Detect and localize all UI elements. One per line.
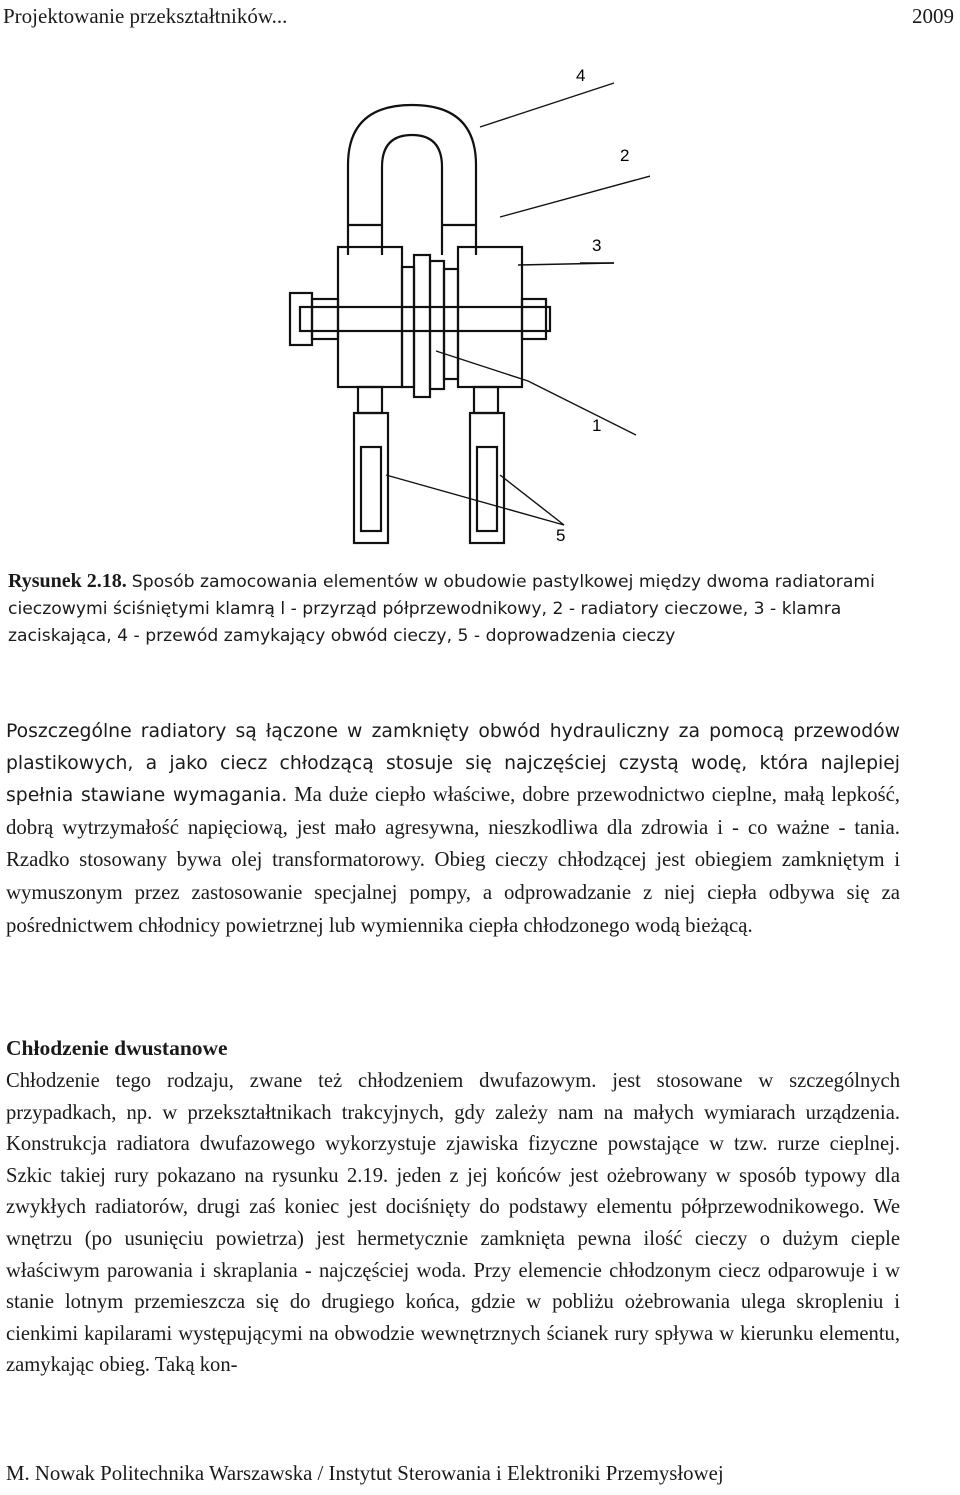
figure-caption (8, 568, 888, 649)
paragraph-part-sans: Poszczególne radiatory są łączone w zamknięty obwód hydrauliczny za pomocą przewodów plastikowych, a jako ciecz chłodzącą stosuje się najczęściej czystą wodę, która najlepiej spełnia stawiane wymagania. (6, 721, 900, 807)
label-3: 3 (592, 236, 602, 255)
left-inlet (358, 387, 382, 413)
label-4: 4 (576, 66, 586, 85)
caption-text: Sposób zamocowania elementów w obudowie pastylkowej między dwoma radiatorami cieczowymi ściśniętymi klamrą l - przyrząd półprzewodnikowy, 2 - radiatory cieczowe, 3 - klamra zaciskająca, 4 - przewód zamykający obwód cieczy, 5 - doprowadzenia cieczy (8, 572, 875, 646)
paragraph-part-serif: Ma duże ciepło właściwe, dobre przewodnictwo cieplne, małą lepkość, dobrą wytrzymałość napięciową, jest mało agresywna, nieszkodliwa dla zdrowia i - co ważne - tania. Rzadko stosowany bywa olej transformatorowy. Obieg cieczy chłodzącej jest obiegiem zamkniętym i wymuszonym przez zastosowanie specjalnej pompy, a odprowadzanie z niej ciepła odbywa się za pośrednictwem chłodnicy powietrznej lub wymiennika ciepła chłodzonego wodą bieżącą. (6, 783, 901, 937)
label-1: 1 (592, 416, 602, 435)
right-inlet (474, 387, 498, 413)
page-footer: M. Nowak Politechnika Warszawska / Instytut Sterowania i Elektroniki Przemysłowej (6, 1462, 724, 1485)
tube-outer (348, 105, 476, 255)
right-radiator (458, 247, 522, 387)
section-heading: Chłodzenie dwustanowe (6, 1036, 228, 1060)
paragraph-cooling-liquid (6, 716, 900, 942)
clamp-diagram (260, 55, 650, 555)
bolt-nut-right (522, 299, 546, 339)
figure-2-18 (260, 55, 650, 555)
paragraph-two-phase: Chłodzenie tego rodzaju, zwane też chłodzeniem dwufazowym. jest stosowane w szczególnych przypadkach, np. w przekształtnikach trakcyjnych, gdy zależy nam na małych wymiarach urządzenia. Konstrukcja radiatora dwufazowego wykorzystuje zjawiska fizyczne powstające w tzw. rurze cieplnej. Szkic takiej rury pokazano na rysunku 2.19. jeden z jej końców jest ożebrowany w sposób typowy dla zwykłych radiatorów, drugi zaś koniec jest dociśnięty do podstawy elementu półprzewodnikowego. We wnętrzu (po usunięciu powietrza) jest hermetycznie zamknięta pewna ilość cieczy o dużym cieple właściwym parowania i skraplania - najczęściej woda. Przy elemencie chłodzonym ciecz odparowuje i w stanie lotnym przemieszcza się do drugiego końca, gdzie w pobliżu ożebrowania ulega skropleniu i cienkimi kapilarami występującymi na obwodzie wewnętrznych ścianek rury spływa w kierunku elementu, zamykając obieg. Taką kon- (6, 1070, 900, 1377)
left-radiator (338, 247, 402, 387)
device-left-disc (402, 267, 414, 387)
label-5: 5 (556, 526, 566, 545)
running-header-year: 2009 (912, 4, 954, 28)
device-right-disc (430, 261, 444, 389)
caption-label: Rysunek 2.18. (8, 570, 127, 592)
tube-inner (382, 135, 442, 255)
running-header-title: Projektowanie przekształtników... (3, 4, 288, 28)
device-core (414, 255, 430, 397)
label-2: 2 (620, 146, 630, 165)
